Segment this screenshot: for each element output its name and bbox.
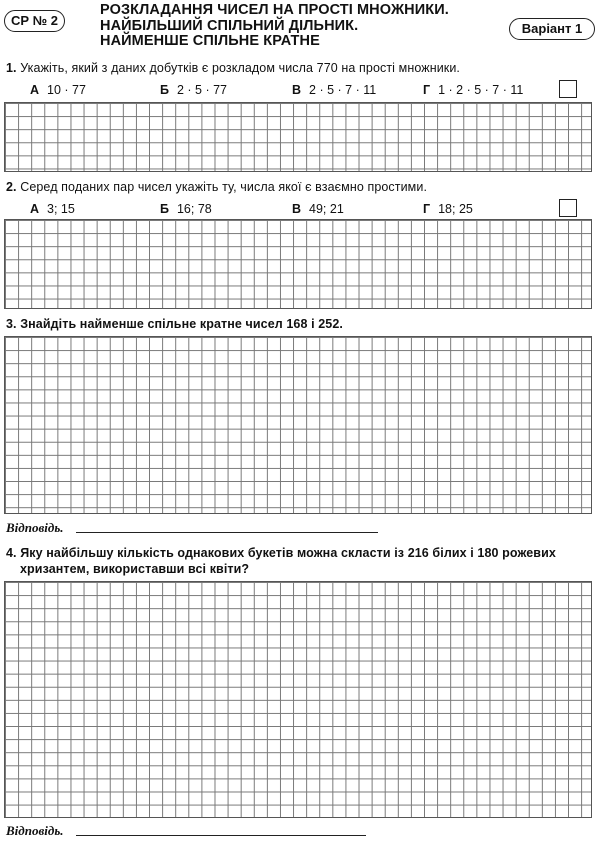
question-4 [6, 546, 592, 561]
q1-option-h[interactable] [423, 83, 523, 97]
q2-work-grid[interactable] [4, 219, 592, 309]
option-letter: А [30, 83, 40, 97]
title-line-1: РОЗКЛАДАННЯ ЧИСЕЛ НА ПРОСТІ МНОЖНИКИ. [100, 2, 449, 18]
question-4-text-line-1: Яку найбільшу кількість однакових букетів можна скласти із 216 білих і 180 рожевих [20, 546, 556, 560]
question-3-number: 3. [6, 317, 17, 331]
question-3 [6, 317, 586, 332]
option-value: 2 · 5 · 7 · 11 [309, 83, 377, 97]
question-1 [6, 61, 586, 76]
q2-answer-box[interactable] [559, 199, 577, 217]
option-value: 16; 78 [176, 202, 212, 216]
option-letter: Г [423, 202, 431, 216]
q1-answer-box[interactable] [559, 80, 577, 98]
question-1-number: 1. [6, 61, 17, 75]
option-letter: Г [423, 83, 431, 97]
option-value: 3; 15 [47, 202, 75, 216]
q1-work-grid[interactable] [4, 102, 592, 172]
q4-work-grid[interactable] [4, 581, 592, 818]
q4-answer-label: Відповідь. [6, 823, 64, 838]
work-number-label: СР № 2 [11, 13, 59, 28]
q1-option-b[interactable] [160, 83, 227, 97]
question-4-text-line-2: хризантем, використавши всі квіти? [20, 562, 250, 576]
option-value: 10 · 77 [47, 83, 86, 97]
question-4-cont [20, 562, 580, 577]
q2-option-v[interactable] [292, 202, 344, 216]
q2-option-h[interactable] [423, 202, 473, 216]
option-value: 18; 25 [438, 202, 473, 216]
variant-label: Варіант 1 [521, 21, 583, 36]
question-3-text: Знайдіть найменше спільне кратне чисел 168 і 252. [20, 317, 343, 331]
title-line-3: НАЙМЕНШЕ СПІЛЬНЕ КРАТНЕ [100, 33, 320, 49]
question-2-text: Серед поданих пар чисел укажіть ту, числа якої є взаємно простими. [20, 180, 428, 194]
q2-option-b[interactable] [160, 202, 212, 216]
option-value: 49; 21 [309, 202, 344, 216]
question-2-number: 2. [6, 180, 17, 194]
title-line-2: НАЙБІЛЬШИЙ СПІЛЬНИЙ ДІЛЬНИК. [100, 17, 359, 34]
q1-option-a[interactable] [30, 83, 86, 97]
question-4-number: 4. [6, 546, 17, 560]
q3-answer-label: Відповідь. [6, 520, 64, 535]
option-letter: А [30, 202, 40, 216]
option-letter: В [292, 83, 302, 97]
q1-option-v[interactable] [292, 83, 376, 97]
option-letter: Б [160, 202, 169, 216]
q3-answer-line[interactable] [76, 532, 378, 533]
page-title [100, 3, 480, 50]
q2-option-a[interactable] [30, 202, 75, 216]
work-number-badge [4, 10, 65, 32]
question-1-text: Укажіть, який з даних добутків є розкладом числа 770 на прості множники. [20, 61, 461, 75]
option-value: 2 · 5 · 77 [176, 83, 228, 97]
option-letter: В [292, 202, 302, 216]
variant-badge [509, 18, 595, 40]
option-value: 1 · 2 · 5 · 7 · 11 [438, 83, 524, 97]
q3-work-grid[interactable] [4, 336, 592, 514]
q4-answer-line[interactable] [76, 835, 366, 836]
question-2 [6, 180, 586, 195]
option-letter: Б [160, 83, 169, 97]
